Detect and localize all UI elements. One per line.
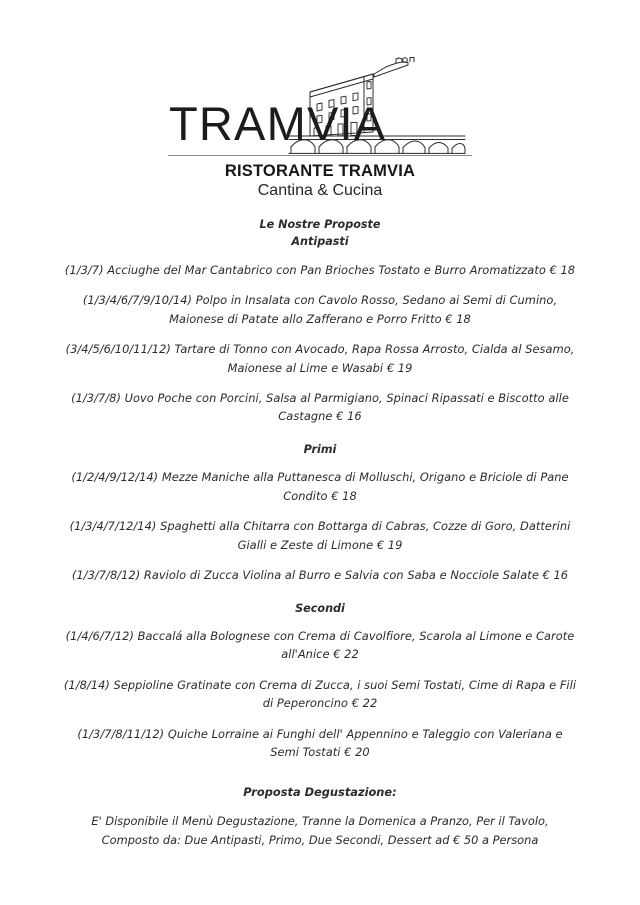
restaurant-tagline: Cantina & Cucina: [257, 182, 383, 200]
menu-body: [62, 200, 578, 849]
section-title-antipasti: Antipasti: [291, 235, 349, 249]
menu-intro-heading: Le Nostre Proposte: [259, 217, 381, 231]
menu-item: (3/4/5/6/10/11/12) Tartare di Tonno con Avocado, Rapa Rossa Arrosto, Cialda al Sesamo, Maionese al Lime e Wasabi € 19: [65, 342, 575, 375]
menu-item: (1/3/4/7/12/14) Spaghetti alla Chitarra con Bottarga di Cabras, Cozze di Goro, Datterini Gialli e Zeste di Limone € 19: [69, 519, 571, 552]
degustazione-title: Proposta Degustazione:: [243, 784, 397, 799]
menu-item: (1/8/14) Seppioline Gratinate con Crema di Zucca, i suoi Semi Tostati, Cime di Rapa e Fili di Peperoncino € 22: [63, 677, 577, 711]
menu-item: (1/3/4/6/7/9/10/14) Polpo in Insalata con Cavolo Rosso, Sedano ai Semi di Cumino, Maionese di Patate allo Zafferano e Porro Fritto € 18: [82, 293, 558, 326]
menu-item: (1/3/7) Acciughe del Mar Cantabrico con Pan Brioches Tostato e Burro Aromatizzato € 18: [64, 262, 576, 277]
menu-item: (1/3/7/8/12) Raviolo di Zucca Violina al Burro e Salvia con Saba e Nocciole Salate € 16: [71, 568, 569, 583]
menu-item: (1/3/7/8/11/12) Quiche Lorraine ai Funghi dell' Appennino e Taleggio con Valeriana e Semi Tostati € 20: [77, 726, 563, 760]
degustazione-description: E' Disponibile il Menù Degustazione, Tranne la Domenica a Pranzo, Per il Tavolo, Composto da: Due Antipasti, Primo, Due Secondi, Dessert ad € 50 a Persona: [91, 814, 549, 847]
menu-item: (1/4/6/7/12) Baccalá alla Bolognese con Crema di Cavolfiore, Scarola al Limone e Carote all'Anice € 22: [65, 628, 575, 662]
logo-block: [0, 0, 640, 200]
degustazione-block: [62, 762, 578, 850]
section-title-primi: Primi: [303, 442, 337, 456]
logo-wordmark-text: TRAMVIA: [169, 97, 387, 150]
menu-item: (1/2/4/9/12/14) Mezze Maniche alla Puttanesca di Molluschi, Origano e Briciole di Pane Condito € 18: [71, 470, 569, 503]
restaurant-name: RISTORANTE TRAMVIA: [224, 162, 416, 180]
section-title-secondi: Secondi: [295, 601, 345, 615]
menu-item: (1/3/7/8) Uovo Poche con Porcini, Salsa al Parmigiano, Spinaci Ripassati e Biscotto alle Castagne € 16: [71, 390, 569, 424]
logo-divider: [168, 155, 472, 156]
tramvia-logo: [167, 48, 473, 154]
aqueduct-with-building-illustration: [167, 48, 473, 154]
